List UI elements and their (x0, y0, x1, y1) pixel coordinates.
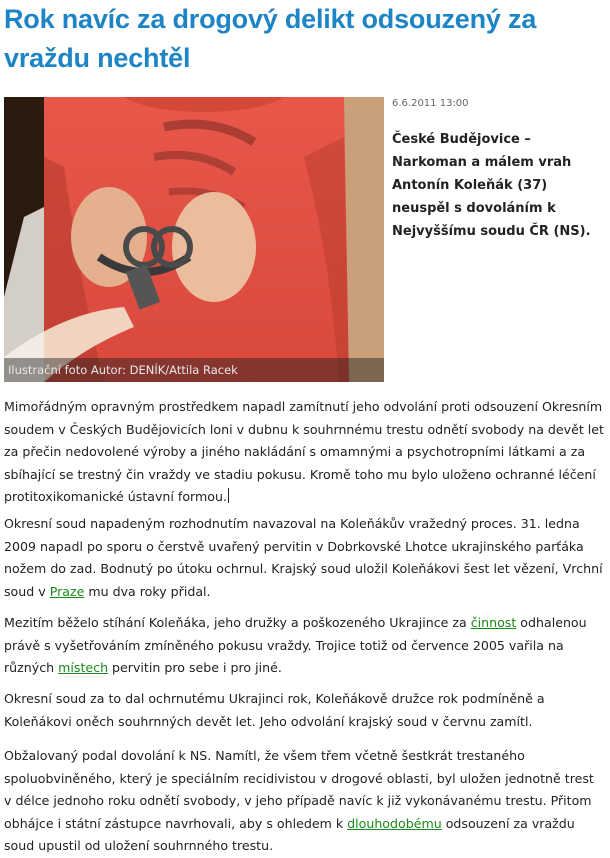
article-perex: České Budějovice – Narkoman a málem vrah Antonín Koleňák (37) neuspěl s dovoláním k Nejvyššímu soudu ČR (NS). (392, 132, 591, 239)
link-cinnost[interactable]: činnost (470, 615, 517, 630)
link-mistech[interactable]: místech (58, 660, 109, 675)
article-photo[interactable] (4, 97, 384, 382)
article-paragraph-2 (4, 513, 604, 603)
link-dlouhodobemu[interactable]: dlouhodobému (347, 815, 442, 831)
paragraph-text: Mimořádným opravným prostředkem napadl zamítnutí jeho odvolání proti odsouzení Okresním soudem v Českých Budějovicích loni v dubnu k souhrnnému trestu odnětí svobody na devět let za přečin nedovolené výroby a jiného nakládání s omamnými a psychotropními látkami a za sbíhající se trestný čin vraždy ve stadiu pokusu. Kromě toho mu bylo uloženo ochranné léčení protitoxikomanické ústavní formou. (4, 399, 604, 504)
article-title: Rok navíc za drogový delikt odsouzený za vraždu nechtěl (4, 4, 537, 73)
article-paragraph-1 (4, 396, 604, 509)
link-praze[interactable]: Praze (49, 583, 85, 599)
paragraph-text: Okresní soud za to dal ochrnutému Ukrajinci rok, Koleňákově družce rok podmíněně a Koleňákovi oněch souhrnných devět let. Jeho odvolání krajský soud v červnu zamítl. (4, 691, 545, 729)
article-paragraph-3 (4, 612, 604, 680)
article-paragraph-4 (4, 688, 604, 733)
text-cursor (228, 488, 229, 503)
paragraph-text: Obžalovaný podal dovolání k NS. Namítl, že všem třem včetně šestkrát trestaného spoluobviněného, který je speciálním recidivistou v drogové oblasti, byl uložen jednotně trest v délce jednoho roku odnětí svobody, v jeho případě navíc k již vykonávanému trestu. Přitom obhájce i státní zástupce navrhovali, aby s ohledem k (4, 748, 594, 831)
paragraph-text: odsouzení za vraždu soud upustil od uložení souhrnného trestu. (4, 815, 575, 853)
photo-illustration (4, 97, 384, 382)
article-paragraph-5 (4, 745, 604, 858)
paragraph-text: pervitin pro sebe i pro jiné. (108, 660, 282, 675)
paragraph-text: odhalenou právě s vyšetřováním zmíněného pokusu vraždy. Trojice totiž od července 2005 vařila na různých (4, 615, 587, 675)
photo-caption: Ilustrační foto Autor: DENÍK/Attila Racek (4, 358, 384, 382)
paragraph-text: Mezitím běželo stíhání Koleňáka, jeho družky a poškozeného Ukrajince za (4, 615, 471, 630)
paragraph-text: mu dva roky přidal. (84, 583, 211, 599)
paragraph-text: Okresní soud napadeným rozhodnutím navazoval na Koleňákův vražedný proces. 31. ledna 2009 napadl po sporu o čerstvě uvařený pervitin v Dobrkovské Lhotce ukrajinského parťáka nožem do zad. Bodnutý po útoku ochrnul. Krajský soud uložil Koleňákovi šest let vězení, Vrchní soud v (4, 516, 603, 599)
article-date: 6.6.2011 13:00 (392, 98, 469, 109)
